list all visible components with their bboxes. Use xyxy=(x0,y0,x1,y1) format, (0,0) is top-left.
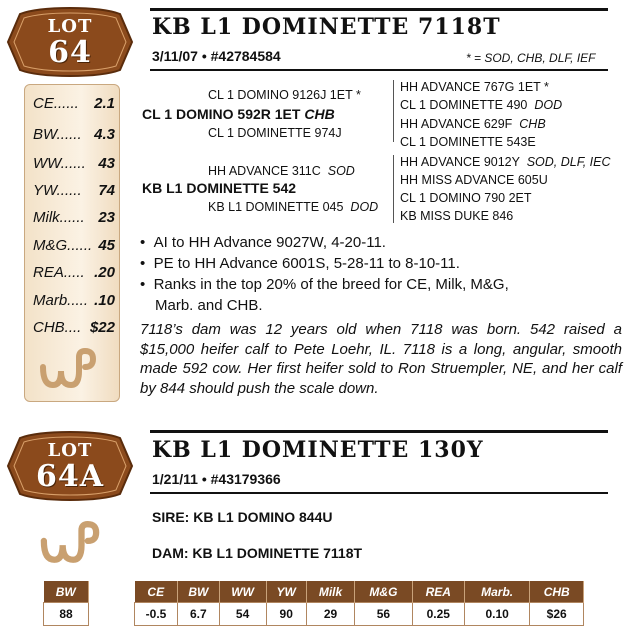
table-header: YW xyxy=(266,581,306,603)
epd-value: .10 xyxy=(94,292,115,309)
pedigree-ancestor: HH ADVANCE 629F CHB xyxy=(400,117,546,131)
table-cell: 56 xyxy=(355,603,413,626)
epd-value: 2.1 xyxy=(94,95,115,112)
birth-weight-table xyxy=(43,581,89,626)
table-header: Milk xyxy=(306,581,354,603)
pedigree-tag: CHB xyxy=(304,106,335,122)
table-cell: 6.7 xyxy=(178,603,220,626)
birth-registration: 3/11/07 • #42784584 xyxy=(152,48,281,64)
brand-icon xyxy=(39,347,97,391)
pedigree-tag: SOD xyxy=(327,164,355,178)
pedigree-ancestor: CL 1 DOMINETTE 490 DOD xyxy=(400,98,563,112)
epd-table xyxy=(134,581,584,626)
badge-lot-label: LOT xyxy=(47,440,93,461)
epd-label: WW...... xyxy=(33,155,86,172)
title-rule xyxy=(150,492,608,494)
epd-value: 23 xyxy=(98,209,115,226)
animal-name: KB L1 DOMINETTE 7118T xyxy=(152,14,501,40)
pedigree-ancestor: KB MISS DUKE 846 xyxy=(400,209,514,223)
tag-legend: * = SOD, CHB, DLF, IEF xyxy=(466,51,596,65)
table-cell: 90 xyxy=(266,603,306,626)
bullet-item: • AI to HH Advance 9027W, 4-20-11. xyxy=(140,234,386,251)
table-cell: 0.25 xyxy=(412,603,464,626)
epd-value: $22 xyxy=(89,319,115,336)
table-header: WW xyxy=(219,581,266,603)
animal-name: KB L1 DOMINETTE 130Y xyxy=(152,437,484,463)
epd-value: 45 xyxy=(98,237,115,254)
lot-badge-64 xyxy=(6,6,134,78)
epd-label: Marb..... xyxy=(33,292,89,309)
table-cell: $26 xyxy=(530,603,584,626)
epd-value: 74 xyxy=(98,182,115,199)
pedigree-sire: CL 1 DOMINO 592R 1ET CHB xyxy=(142,106,335,122)
epd-label: Milk...... xyxy=(33,209,85,226)
table-header: BW xyxy=(44,581,89,603)
bullet-item: Marb. and CHB. xyxy=(155,297,263,314)
table-cell: -0.5 xyxy=(135,603,178,626)
badge-lot-label: LOT xyxy=(47,16,93,37)
pedigree-ancestor: HH MISS ADVANCE 605U xyxy=(400,173,548,187)
pedigree-ancestor: CL 1 DOMINO 790 2ET xyxy=(400,191,532,205)
table-header: CHB xyxy=(530,581,584,603)
epd-label: YW...... xyxy=(33,182,82,199)
epd-value: 43 xyxy=(98,155,115,172)
dam-line: DAM: KB L1 DOMINETTE 7118T xyxy=(152,545,363,561)
title-rule xyxy=(150,69,608,71)
pedigree-ssd: CL 1 DOMINETTE 974J xyxy=(208,126,342,140)
badge-lot-number: 64A xyxy=(35,459,105,494)
title-rule xyxy=(150,430,608,433)
table-header: BW xyxy=(178,581,220,603)
epd-label: CHB.... xyxy=(33,319,82,336)
table-cell: 29 xyxy=(306,603,354,626)
brand-icon xyxy=(38,520,102,566)
lot-description: 7118’s dam was 12 years old when 7118 was born. 542 raised a $15,000 heifer calf to Pete Loehr, IL. 7118 is a long, angular, smooth made 592 cow. Her first heifer sold to Ron Struempler, NE, and her calf by 844 should push the scale down. xyxy=(140,321,622,397)
sire-line: SIRE: KB L1 DOMINO 844U xyxy=(152,509,333,525)
bullet-item: • Ranks in the top 20% of the breed for CE, Milk, M&G, xyxy=(140,276,509,293)
badge-lot-number: 64 xyxy=(48,35,92,70)
pedigree-divider xyxy=(393,80,394,142)
pedigree-ancestor: CL 1 DOMINETTE 543E xyxy=(400,135,536,149)
epd-value: 4.3 xyxy=(94,126,115,143)
table-header: M&G xyxy=(355,581,413,603)
pedigree-sss: CL 1 DOMINO 9126J 1ET * xyxy=(208,88,361,102)
pedigree-dss: HH ADVANCE 311C SOD xyxy=(208,164,355,178)
table-header: CE xyxy=(135,581,178,603)
pedigree-dsd: KB L1 DOMINETTE 045 DOD xyxy=(208,200,379,214)
title-rule xyxy=(150,8,608,11)
table-cell: 0.10 xyxy=(464,603,529,626)
epd-label: M&G...... xyxy=(33,237,93,254)
pedigree-dam: KB L1 DOMINETTE 542 xyxy=(142,180,297,196)
table-cell: 88 xyxy=(44,603,89,626)
pedigree-ancestor: HH ADVANCE 767G 1ET * xyxy=(400,80,549,94)
epd-panel xyxy=(24,84,120,402)
table-cell: 54 xyxy=(219,603,266,626)
bullet-item: • PE to HH Advance 6001S, 5-28-11 to 8-10-11. xyxy=(140,255,460,272)
birth-registration: 1/21/11 • #43179366 xyxy=(152,471,281,487)
epd-value: .20 xyxy=(94,264,115,281)
table-header: REA xyxy=(412,581,464,603)
epd-label: CE...... xyxy=(33,95,79,112)
pedigree-ancestor: HH ADVANCE 9012Y SOD, DLF, IEC xyxy=(400,155,611,169)
pedigree-divider xyxy=(393,155,394,223)
lot-badge-64a xyxy=(6,430,134,502)
epd-label: REA..... xyxy=(33,264,85,281)
epd-label: BW...... xyxy=(33,126,82,143)
table-header: Marb. xyxy=(464,581,529,603)
pedigree-tag: DOD xyxy=(350,200,379,214)
